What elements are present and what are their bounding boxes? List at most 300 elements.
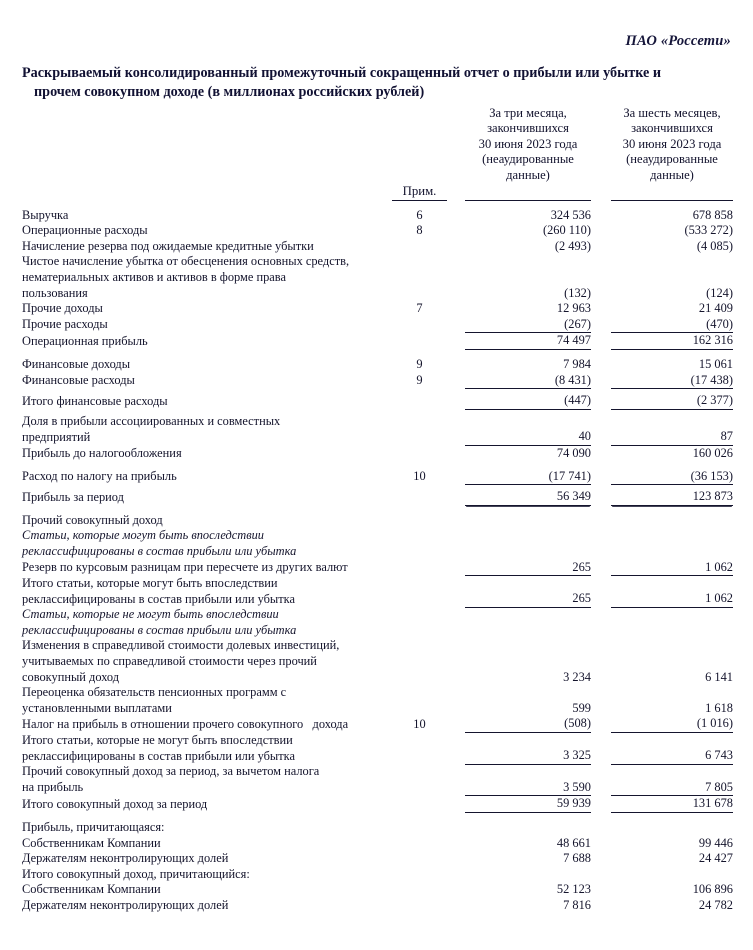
row-value-col2: (2 377) (611, 393, 733, 409)
gap (591, 429, 611, 445)
gap (591, 544, 611, 560)
row-label: Выручка (22, 207, 69, 222)
row-label: Операционные расходы (22, 223, 148, 238)
row-label: Прочие доходы (22, 301, 103, 316)
gap (447, 898, 465, 914)
row-value-col2: 99 446 (698, 835, 733, 850)
gap (447, 685, 465, 701)
table-header-row (22, 106, 733, 184)
row-label: Прибыль за период (22, 489, 124, 504)
row-value-col2: (36 153) (611, 469, 733, 485)
row-note (392, 748, 447, 764)
gap (591, 286, 611, 302)
row-label: Налог на прибыль в отношении прочего совокупного дохода (22, 716, 349, 731)
row-label: Статьи, которые не могут быть впоследствии (22, 607, 279, 622)
note-column-header: Прим. (392, 184, 447, 200)
row-value-col1 (465, 867, 591, 883)
row-label: Прибыль до налогообложения (22, 445, 182, 460)
col1-header (465, 106, 591, 184)
gap (447, 748, 465, 764)
page-title-line1: Раскрываемый консолидированный промежуточный сокращенный отчет о прибыли или убытке и (22, 65, 662, 81)
row-label: Итого совокупный доход за период (22, 796, 208, 811)
table-row (22, 701, 733, 717)
row-note: 8 (416, 223, 423, 238)
gap (447, 513, 465, 529)
row-note (392, 780, 447, 796)
row-note (392, 670, 447, 686)
gap (591, 670, 611, 686)
row-note (392, 851, 447, 867)
gap (591, 733, 611, 749)
row-value-col2: 24 427 (698, 851, 733, 866)
row-label: Прочие расходы (22, 317, 108, 332)
gap (447, 764, 465, 780)
gap (447, 528, 465, 544)
table-row (22, 317, 733, 333)
row-note (392, 820, 447, 836)
row-note (392, 867, 447, 883)
table-row (22, 623, 733, 639)
table-row (22, 254, 733, 270)
gap (447, 867, 465, 883)
row-value-col1: 74 090 (556, 445, 591, 460)
row-value-col2: 6 743 (611, 748, 733, 764)
gap (447, 576, 465, 592)
row-note (392, 445, 447, 461)
row-value-col1 (465, 685, 591, 701)
row-label: нематериальных активов и активов в форме права (22, 270, 286, 284)
row-value-col2 (611, 654, 733, 670)
col2-header-rule (611, 184, 733, 200)
row-value-col2: (533 272) (684, 223, 733, 238)
row-value-col2: 123 873 (611, 489, 733, 505)
gap (591, 317, 611, 333)
row-label: Финансовые расходы (22, 373, 135, 388)
row-label: Итого совокупный доход, причитающийся: (22, 866, 250, 881)
row-value-col2: 21 409 (698, 301, 733, 316)
table-row (22, 469, 733, 485)
row-label: Переоценка обязательств пенсионных программ с (22, 685, 287, 700)
gap (447, 796, 465, 813)
row-value-col2 (611, 623, 733, 639)
col2-header-l3: 30 июня 2023 года (622, 136, 722, 151)
gap (447, 270, 465, 286)
gap (591, 373, 611, 389)
row-label: Начисление резерва под ожидаемые кредитные убытки (22, 238, 314, 253)
gap (591, 748, 611, 764)
row-label: на прибыль (22, 780, 84, 795)
table-row (22, 357, 733, 373)
row-value-col1 (465, 623, 591, 639)
table-row (22, 576, 733, 592)
row-value-col1: 52 123 (556, 882, 591, 897)
gap (447, 882, 465, 898)
row-label: Собственникам Компании (22, 835, 161, 850)
row-value-col2 (611, 254, 733, 270)
gap (591, 239, 611, 255)
gap (447, 254, 465, 270)
row-note: 7 (416, 301, 423, 316)
row-value-col2 (611, 820, 733, 836)
row-value-col1: 7 688 (563, 851, 591, 866)
row-note: 10 (413, 469, 426, 484)
row-value-col2: 106 896 (692, 882, 733, 897)
row-value-col2 (611, 685, 733, 701)
row-value-col1 (465, 414, 591, 430)
row-label: установленными выплатами (22, 700, 172, 715)
gap (591, 701, 611, 717)
gap (591, 357, 611, 373)
row-label: Итого финансовые расходы (22, 393, 168, 408)
row-note (392, 333, 447, 350)
row-value-col2 (611, 638, 733, 654)
row-value-col2: 131 678 (611, 796, 733, 813)
row-label: Доля в прибыли ассоциированных и совместных (22, 413, 281, 428)
spacer (22, 813, 733, 821)
gap (447, 333, 465, 350)
row-value-col1: 12 963 (556, 301, 591, 316)
row-label: Собственникам Компании (22, 882, 161, 897)
row-value-col1: (132) (564, 285, 591, 300)
row-value-col1: 265 (465, 560, 591, 576)
spacer (22, 462, 733, 469)
row-value-col1: 59 939 (465, 796, 591, 813)
gap (447, 489, 465, 505)
row-label: Итого статьи, которые могут быть впоследствии (22, 575, 278, 590)
row-label: Итого статьи, которые не могут быть впоследствии (22, 732, 293, 747)
spacer-cell (22, 462, 733, 469)
table-row (22, 414, 733, 430)
table-row (22, 208, 733, 224)
row-note (392, 489, 447, 505)
spacer-cell (22, 505, 733, 513)
gap (447, 623, 465, 639)
row-note (392, 607, 447, 623)
gap (591, 867, 611, 883)
header-gap2 (591, 106, 611, 184)
table-row (22, 301, 733, 317)
gap (447, 654, 465, 670)
row-note (392, 414, 447, 430)
table-row (22, 716, 733, 732)
row-value-col1: (267) (465, 317, 591, 333)
gap (591, 898, 611, 914)
header-label-spacer (22, 106, 392, 184)
table-row (22, 373, 733, 389)
row-note (392, 528, 447, 544)
rule-gap1 (447, 184, 465, 200)
col1-header-l5: данные) (506, 167, 550, 182)
gap (591, 270, 611, 286)
row-value-col1 (465, 528, 591, 544)
table-row (22, 898, 733, 914)
row-value-col1: 324 536 (550, 207, 591, 222)
row-note (392, 623, 447, 639)
row-label: реклассифицированы в состав прибыли или убытка (22, 543, 297, 558)
gap (447, 208, 465, 224)
row-note (392, 733, 447, 749)
gap (447, 301, 465, 317)
row-value-col2 (611, 270, 733, 286)
table-row (22, 270, 733, 286)
gap (591, 528, 611, 544)
row-note: 6 (416, 207, 423, 222)
row-note (392, 429, 447, 445)
row-value-col2: 162 316 (611, 333, 733, 350)
row-value-col2: 7 805 (611, 780, 733, 796)
row-value-col1: 48 661 (556, 835, 591, 850)
row-label: Расход по налогу на прибыль (22, 469, 177, 484)
row-label: реклассифицированы в состав прибыли или убытка (22, 591, 295, 606)
table-row (22, 836, 733, 852)
row-label: Изменения в справедливой стоимости долевых инвестиций, (22, 638, 340, 653)
table-row (22, 239, 733, 255)
row-value-col1 (465, 607, 591, 623)
table-row (22, 528, 733, 544)
row-value-col1 (465, 254, 591, 270)
gap (447, 851, 465, 867)
row-label: Прибыль, причитающаяся: (22, 820, 165, 834)
row-value-col2 (611, 733, 733, 749)
row-value-col2 (611, 544, 733, 560)
row-note (392, 796, 447, 813)
table-section-heading (22, 513, 733, 529)
row-value-col1: (17 741) (465, 469, 591, 485)
col2-header-l5: данные) (650, 167, 694, 182)
table-row (22, 607, 733, 623)
gap (447, 638, 465, 654)
gap (591, 716, 611, 732)
rule-label-spacer (22, 184, 392, 200)
row-value-col1: 40 (465, 429, 591, 445)
row-value-col2: (4 085) (696, 238, 733, 253)
gap (591, 764, 611, 780)
table-row (22, 685, 733, 701)
row-value-col2 (611, 867, 733, 883)
gap (591, 301, 611, 317)
row-value-col2: 1 062 (611, 560, 733, 576)
row-value-col1: (260 110) (542, 223, 591, 238)
page-title (22, 64, 722, 102)
gap (591, 796, 611, 813)
row-value-col2 (611, 513, 733, 529)
row-value-col1: (508) (465, 716, 591, 732)
row-label: Резерв по курсовым разницам при пересчете из других валют (22, 560, 348, 574)
gap (591, 836, 611, 852)
table-section-heading (22, 820, 733, 836)
gap (591, 607, 611, 623)
table-row-total (22, 796, 733, 813)
gap (591, 780, 611, 796)
header-note-spacer (392, 106, 447, 184)
row-value-col1: 265 (465, 591, 591, 607)
row-label: Операционная прибыль (22, 333, 148, 348)
row-note (392, 836, 447, 852)
row-note (392, 576, 447, 592)
row-note (392, 513, 447, 529)
gap (447, 544, 465, 560)
table-row (22, 882, 733, 898)
gap (447, 317, 465, 333)
header-gap1 (447, 106, 465, 184)
row-value-col1: 7 984 (563, 356, 591, 371)
row-label: учитываемых по справедливой стоимости через прочий (22, 654, 317, 669)
col1-header-rule (465, 184, 591, 200)
gap (591, 820, 611, 836)
gap (591, 208, 611, 224)
row-note (392, 764, 447, 780)
gap (447, 393, 465, 409)
row-note (392, 560, 447, 576)
gap (591, 414, 611, 430)
row-value-col2: 160 026 (692, 445, 733, 460)
row-label: реклассифицированы в состав прибыли или убытка (22, 748, 295, 763)
table-row (22, 429, 733, 445)
row-value-col2 (611, 607, 733, 623)
gap (591, 623, 611, 639)
row-note: 9 (416, 356, 423, 371)
table-row (22, 544, 733, 560)
row-note: 9 (416, 373, 423, 388)
row-value-col2 (611, 576, 733, 592)
gap (591, 654, 611, 670)
row-value-col1: 599 (572, 700, 591, 715)
row-label: предприятий (22, 429, 91, 444)
spacer (22, 200, 733, 208)
row-label: Чистое начисление убытка от обесценения основных средств, (22, 254, 350, 269)
row-note: 10 (413, 716, 426, 731)
spacer-cell (22, 349, 733, 357)
row-value-col1 (465, 270, 591, 286)
gap (447, 701, 465, 717)
table-row (22, 638, 733, 654)
table-row (22, 286, 733, 302)
gap (447, 591, 465, 607)
row-label: Статьи, которые могут быть впоследствии (22, 528, 265, 543)
gap (591, 254, 611, 270)
row-note (392, 286, 447, 302)
row-value-col2: 1 062 (611, 591, 733, 607)
table-row-total (22, 445, 733, 461)
rule-gap2 (591, 184, 611, 200)
table-row-total (22, 780, 733, 796)
row-value-col1: 74 497 (465, 333, 591, 350)
row-value-col1: (2 493) (554, 238, 591, 253)
table-row (22, 733, 733, 749)
row-value-col1: 3 590 (465, 780, 591, 796)
row-note (392, 317, 447, 333)
row-label: совокупный доход (22, 669, 120, 684)
gap (447, 357, 465, 373)
row-note (392, 882, 447, 898)
gap (447, 716, 465, 732)
row-note (392, 544, 447, 560)
gap (591, 685, 611, 701)
spacer-cell (22, 200, 733, 208)
row-value-col1: (8 431) (465, 373, 591, 389)
gap (447, 820, 465, 836)
row-value-col2: 6 141 (705, 669, 733, 684)
gap (447, 733, 465, 749)
row-label: реклассифицированы в состав прибыли или убытка (22, 622, 297, 637)
table-row (22, 654, 733, 670)
row-value-col2: 1 618 (705, 700, 733, 715)
spacer (22, 349, 733, 357)
row-value-col1 (465, 764, 591, 780)
gap (591, 223, 611, 239)
table-row (22, 223, 733, 239)
row-value-col2: 87 (611, 429, 733, 445)
table-row-total (22, 748, 733, 764)
gap (447, 560, 465, 576)
gap (591, 393, 611, 409)
row-note (392, 591, 447, 607)
row-note (392, 393, 447, 409)
row-label: пользования (22, 285, 88, 300)
col2-header-l2: закончившихся (631, 121, 713, 136)
gap (447, 780, 465, 796)
gap (591, 638, 611, 654)
row-value-col2 (611, 414, 733, 430)
table-row (22, 851, 733, 867)
col1-header-l1: За три месяца, (489, 106, 567, 120)
row-note (392, 254, 447, 270)
row-value-col2 (611, 528, 733, 544)
row-value-col1 (465, 544, 591, 560)
row-label: Держателям неконтролирующих долей (22, 851, 229, 866)
row-value-col2: 24 782 (698, 897, 733, 912)
row-note (392, 701, 447, 717)
row-note (392, 638, 447, 654)
table-header-rule-row (22, 184, 733, 200)
gap (591, 469, 611, 485)
table-row-total (22, 393, 733, 409)
gap (447, 286, 465, 302)
row-value-col1: 56 349 (465, 489, 591, 505)
page-title-line2: прочем совокупном доходе (в миллионах российских рублей) (34, 84, 425, 100)
gap (447, 414, 465, 430)
row-note (392, 654, 447, 670)
gap (591, 576, 611, 592)
gap (447, 836, 465, 852)
row-value-col1 (465, 513, 591, 529)
row-note (392, 685, 447, 701)
row-value-col2: 678 858 (692, 207, 733, 222)
table-row (22, 560, 733, 576)
row-value-col1: 3 234 (563, 669, 591, 684)
row-value-col2: 15 061 (698, 356, 733, 371)
gap (591, 489, 611, 505)
row-value-col2: (124) (706, 285, 733, 300)
table-row (22, 764, 733, 780)
row-value-col1 (465, 638, 591, 654)
gap (591, 560, 611, 576)
row-value-col1 (465, 820, 591, 836)
row-label: Держателям неконтролирующих долей (22, 897, 229, 912)
row-note (392, 898, 447, 914)
row-value-col2: (470) (611, 317, 733, 333)
row-value-col1 (465, 576, 591, 592)
gap (591, 445, 611, 461)
table-row-total (22, 591, 733, 607)
gap (447, 373, 465, 389)
income-statement-table (22, 106, 733, 914)
gap (447, 445, 465, 461)
row-value-col1: (447) (465, 393, 591, 409)
table-row-total (22, 333, 733, 350)
row-note (392, 239, 447, 255)
gap (447, 670, 465, 686)
